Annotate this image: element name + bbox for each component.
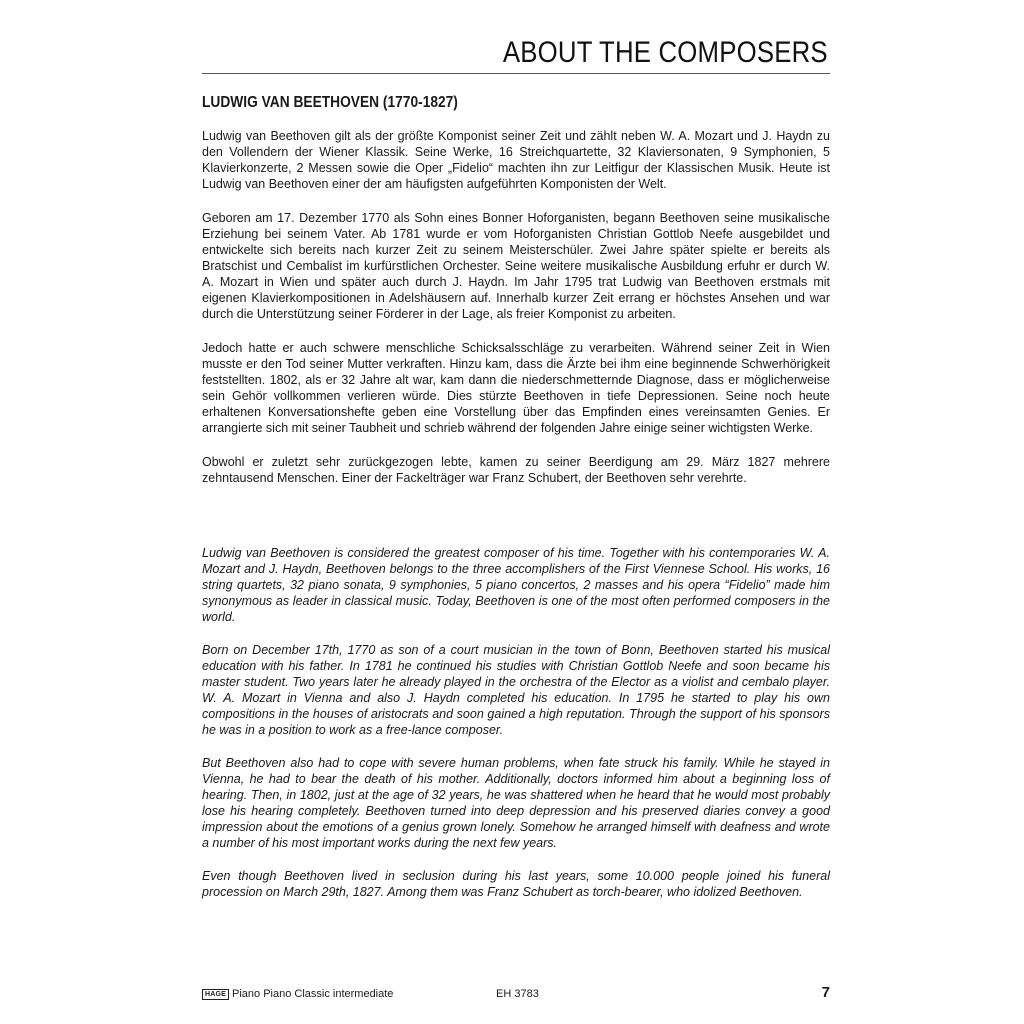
english-paragraph-2: Born on December 17th, 1770 as son of a court musician in the town of Bonn, Beethoven started his musical education with his father. In 1781 he continued his studies with Christian Gottlob Neefe and soon became his master student. Two years later he already played in the orchestra of the Elector as a violist and cembalo player. W. A. Mozart in Vienna and also J. Haydn completed his education. In 1795 he started to play his own compositions in the houses of aristocrats and soon gained a high reputation. Through the support of his sponsors he was in a position to work as a free-lance composer.	[202, 643, 830, 737]
section-heading: LUDWIG VAN BEETHOVEN (1770-1827)	[202, 94, 458, 111]
english-paragraph-1: Ludwig van Beethoven is considered the greatest composer of his time. Together with his contemporaries W. A. Mozart and J. Haydn, Beethoven belongs to the three accomplishers of the First Viennese School. His works, 16 string quartets, 32 piano sonata, 9 symphonies, 5 piano concertos, 2 masses and his opera “Fidelio” made him synonymous as leader in classical music. Today, Beethoven is one of the most often performed composers in the world.	[202, 546, 830, 624]
german-paragraph-2: Geboren am 17. Dezember 1770 als Sohn eines Bonner Hoforganisten, begann Beethoven seine musikalische Erziehung bei seinem Vater. Ab 1781 wurde er vom Hoforganisten Christian Gottlob Neefe ausgebildet und entwickelte sich bereits nach kurzer Zeit zu seinem Meisterschüler. Zwei Jahre später spielte er bereits als Bratschist und Cembalist im kurfürstlichen Orchester. Seine weitere musikalische Ausbildung erfuhr er durch W. A. Mozart in Wien und später auch durch J. Haydn. Im Jahr 1795 trat Ludwig van Beethoven erstmals mit eigenen Klavierkompositionen in Adelshäusern auf. Innerhalb kurzer Zeit errang er höchstes Ansehen und war durch die Unterstützung seiner Förderer in der Lage, als freier Komponist zu arbeiten.	[202, 211, 830, 321]
title-rule	[202, 73, 830, 74]
page-title: ABOUT THE COMPOSERS	[503, 36, 828, 69]
german-text	[202, 128, 830, 504]
page-number: 7	[821, 984, 830, 1001]
publisher-logo: HAGE	[202, 989, 229, 1000]
english-text	[202, 545, 830, 917]
english-paragraph-3: But Beethoven also had to cope with severe human problems, when fate struck his family. While he stayed in Vienna, he had to bear the death of his mother. Additionally, doctors informed him about a beginning loss of hearing. Then, in 1802, just at the age of 32 years, he was shattered when he heard that he would most probably lose his hearing completely. Beethoven turned into deep depression and his preserved diaries convey a good impression about the emotions of a genius grown lonely. Somehow he arranged himself with deafness and wrote a number of his most important works during the next few years.	[202, 756, 830, 850]
page-footer	[202, 986, 830, 1006]
german-paragraph-1: Ludwig van Beethoven gilt als der größte Komponist seiner Zeit und zählt neben W. A. Mozart und J. Haydn zu den Vollendern der Wiener Klassik. Seine Werke, 16 Streichquartette, 32 Klaviersonaten, 9 Symphonien, 5 Klavierkonzerte, 2 Messen sowie die Oper „Fidelio“ machten ihn zur Leitfigur der Klassischen Musik. Heute ist Ludwig van Beethoven einer der am häufigsten aufgeführten Komponisten der Welt.	[202, 129, 830, 191]
english-paragraph-4: Even though Beethoven lived in seclusion during his last years, some 10.000 people joined his funeral procession on March 29th, 1827. Among them was Franz Schubert as torch-bearer, who idolized Beethoven.	[202, 869, 830, 899]
footer-series-title: Piano Piano Classic intermediate	[232, 988, 394, 1000]
footer-edition-code: EH 3783	[496, 988, 539, 1000]
german-paragraph-3: Jedoch hatte er auch schwere menschliche Schicksalsschläge zu verarbeiten. Während seiner Zeit in Wien musste er den Tod seiner Mutter verkraften. Hinzu kam, dass die Ärzte bei ihm eine beginnende Schwerhörigkeit feststellten. 1802, als er 32 Jahre alt war, kam dann die niederschmetternde Diagnose, dass er möglicherweise sein Gehör vollkommen verlieren würde. Dies stürzte Beethoven in tiefe Depressionen. Seine noch heute erhaltenen Konversationshefte geben eine Vorstellung über das Empfinden eines vereinsamten Genies. Er arrangierte sich mit seiner Taubheit und schrieb während der folgenden Jahre einige seiner wichtigsten Werke.	[202, 341, 830, 435]
german-paragraph-4: Obwohl er zuletzt sehr zurückgezogen lebte, kamen zu seiner Beerdigung am 29. März 1827 mehrere zehntausend Menschen. Einer der Fackelträger war Franz Schubert, der Beethoven sehr verehrte.	[202, 455, 830, 485]
